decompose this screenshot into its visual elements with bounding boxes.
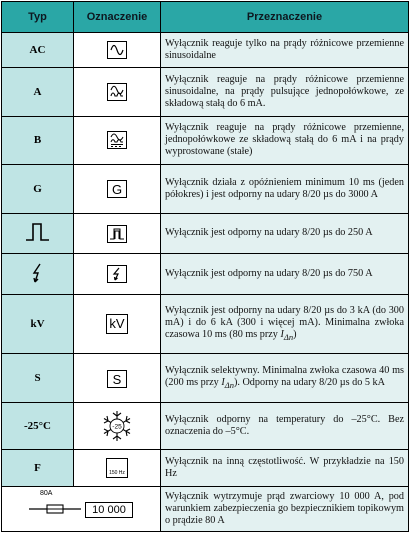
- description-cell: Wyłącznik jest odporny na udary 8/20 µs do 3 kA (do 300 mA) i do 6 kA (300 i więcej mA). Minimalna zwłoka czasowa 10 ms (80 ms przy $I_{\Delta n}$): [161, 295, 409, 354]
- type-cell: F: [2, 450, 74, 487]
- table-row: [2, 164, 409, 213]
- description-cell: Wyłącznik reaguje na prądy różnicowe przemienne, jednopołówkowe ze składową stałą do 6 mA i na prądy wyprostowane (stałe): [161, 116, 409, 164]
- g-letter-icon: G: [107, 180, 127, 198]
- table-row: [2, 254, 409, 295]
- fuse-icon: [29, 502, 81, 516]
- short-circuit-rating-box: 10 000: [85, 502, 133, 518]
- header-row: [2, 2, 409, 33]
- type-cell: G: [2, 164, 74, 213]
- s-letter-icon: S: [107, 370, 127, 388]
- description-cell: Wyłącznik selektywny. Minimalna zwłoka czasowa 40 ms (200 ms przy $I_{\Delta n}$). Odporny na udary 8/20 µs do 5 kA: [161, 354, 409, 403]
- rcd-type-table: [1, 1, 409, 532]
- description-cell: Wyłącznik działa z opóźnieniem minimum 10 ms (jeden półokres) i jest odporny na udary 8/20 µs do 3000 A: [161, 164, 409, 213]
- description-cell: Wyłącznik jest odporny na udary 8/20 µs do 250 A: [161, 213, 409, 254]
- a-type-icon: [107, 83, 127, 101]
- description-cell: Wyłącznik na inną częstotliwość. W przykładzie na 150 Hz: [161, 450, 409, 487]
- table-row: [2, 403, 409, 450]
- description-cell: Wyłącznik jest odporny na udary 8/20 µs do 750 A: [161, 254, 409, 295]
- lightning-box-icon: [107, 265, 127, 283]
- description-cell: Wyłącznik reaguje na prądy różnicowe przemienne sinusoidalne, na prądy pulsujące jednopołówkowe, ze składową stałą do 6 mA.: [161, 67, 409, 116]
- frequency-box-icon: 150 Hz: [106, 458, 128, 478]
- header-oznaczenie: Oznaczenie: [74, 2, 161, 33]
- table-row: [2, 33, 409, 68]
- svg-text:-25: -25: [112, 423, 122, 431]
- pulse-box-icon: [107, 225, 127, 243]
- lightning-icon: [28, 262, 48, 284]
- table-row: [2, 116, 409, 164]
- pulse-icon: [23, 221, 53, 243]
- description-cell: Wyłącznik wytrzymuje prąd zwarciowy 10 000 A, pod warunkiem zabezpieczenia go bezpiecznikiem topikowym o prądzie 80 A: [161, 487, 409, 532]
- type-cell: S: [2, 354, 74, 403]
- description-cell: Wyłącznik odporny na temperatury do –25°C. Bez oznaczenia do –5°C.: [161, 403, 409, 450]
- header-przeznaczenie: Przeznaczenie: [161, 2, 409, 33]
- description-cell: Wyłącznik reaguje tylko na prądy różnicowe przemienne sinusoidalne: [161, 33, 409, 68]
- fuse-rating-label: 80A: [40, 490, 53, 498]
- kv-letter-icon: kV: [106, 314, 128, 334]
- ac-sine-icon: [107, 41, 127, 59]
- table-row: [2, 67, 409, 116]
- snowflake-icon: [100, 409, 134, 443]
- table-row: [2, 450, 409, 487]
- table-row: [2, 295, 409, 354]
- type-cell: kV: [2, 295, 74, 354]
- type-cell: AC: [2, 33, 74, 68]
- table-row: [2, 354, 409, 403]
- header-typ: Typ: [2, 2, 74, 33]
- table-row: [2, 487, 409, 532]
- type-cell: -25°C: [2, 403, 74, 450]
- type-cell: A: [2, 67, 74, 116]
- table-row: [2, 213, 409, 254]
- type-cell: B: [2, 116, 74, 164]
- b-type-icon: [107, 131, 127, 149]
